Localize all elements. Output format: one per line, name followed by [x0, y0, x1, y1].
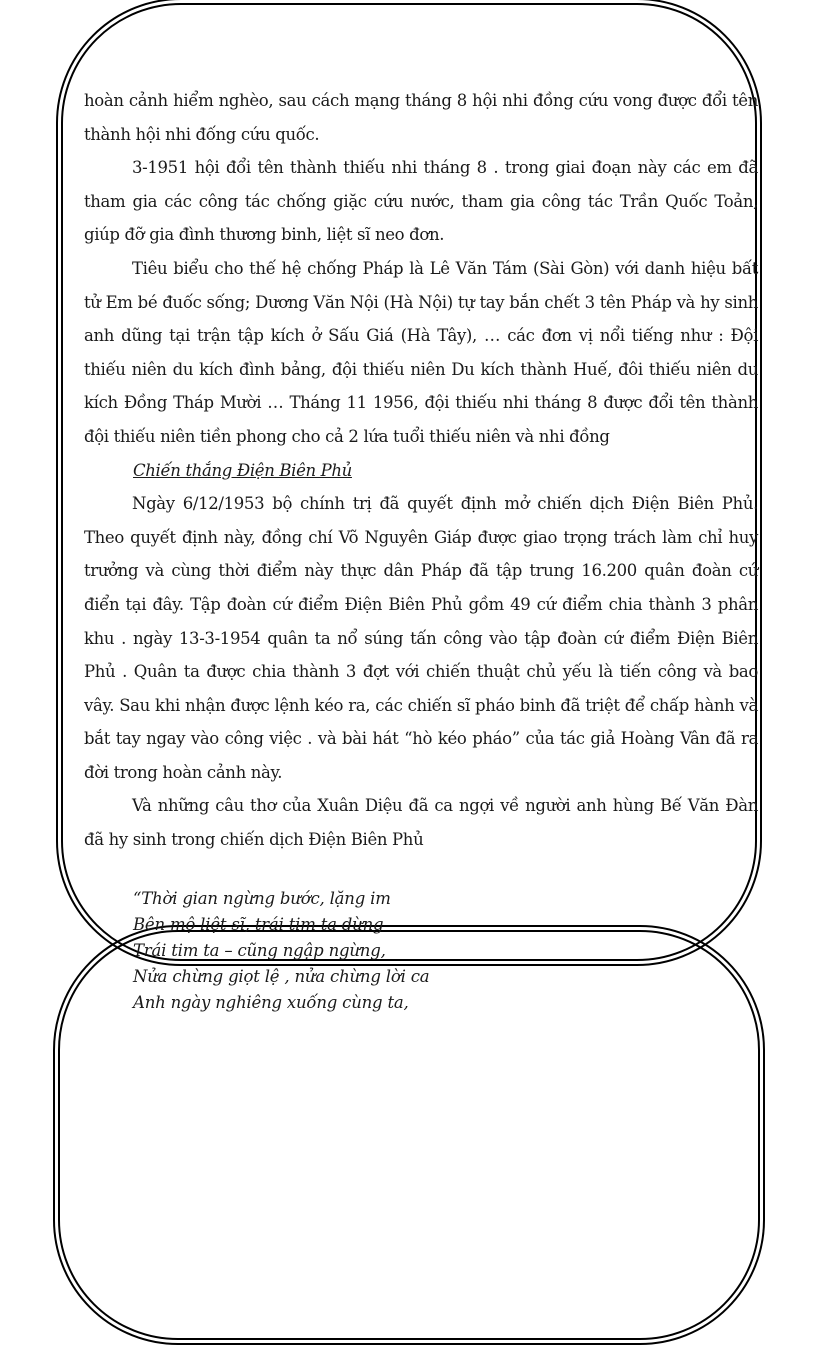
paragraph: hoàn cảnh hiểm nghèo, sau cách mạng tháng 8 hội nhi đồng cứu vong được đổi tên thành hội nhi đống cứu quốc. [84, 91, 758, 144]
poem-line: Anh ngày nghiêng xuống cùng ta, [133, 993, 409, 1012]
poem-block [133, 886, 429, 1016]
poem-line: “Thời gian ngừng bước, lặng im [133, 889, 391, 908]
paragraph: 3-1951 hội đổi tên thành thiếu nhi tháng 8 . trong giai đoạn này các em đã tham gia các công tác chống giặc cứu nước, tham gia công tác Trần Quốc Toản, giúp đỡ gia đình thương binh, liệt sĩ neo đơn. [84, 158, 758, 245]
document-body [84, 84, 758, 857]
paragraph: Và những câu thơ của Xuân Diệu đã ca ngợi về người anh hùng Bế Văn Đàn đã hy sinh trong chiến dịch Điện Biên Phủ [84, 796, 758, 850]
poem-line: Trái tim ta – cũng ngập ngừng, [133, 941, 386, 960]
paragraph: Ngày 6/12/1953 bộ chính trị đã quyết định mở chiến dịch Điện Biên Phủ. Theo quyết định này, đồng chí Võ Nguyên Giáp được giao trọng trách làm chỉ huy trưởng và cùng thời điểm này thực dân Pháp đã tập trung 16.200 quân đoàn cứ điển tại đây. Tập đoàn cứ điểm Điện Biên Phủ gồm 49 cứ điểm chia thành 3 phân khu . ngày 13-3-1954 quân ta nổ súng tấn công vào tập đoàn cứ điểm Điện Biên Phủ . Quân ta được chia thành 3 đợt với chiến thuật chủ yếu là tiến công và bao vây. Sau khi nhận được lệnh kéo ra, các chiến sĩ pháo binh đã triệt để chấp hành và bắt tay ngay vào công việc . và bài hát “hò kéo pháo” của tác giả Hoàng Vân đã ra đời trong hoàn cảnh này. [84, 494, 758, 782]
paragraph: Tiêu biểu cho thế hệ chống Pháp là Lê Văn Tám (Sài Gòn) với danh hiệu bất tử Em bé đuốc sống; Dương Văn Nội (Hà Nội) tự tay bắn chết 3 tên Pháp và hy sinh anh dũng tại trận tập kích ở Sấu Giá (Hà Tây), … các đơn vị nổi tiếng như : Đội thiếu niên du kích đình bảng, đội thiếu niên Du kích thành Huế, đôi thiếu niên du kích Đồng Tháp Mười … Tháng 11 1956, đội thiếu nhi tháng 8 được đổi tên thành đội thiếu niên tiền phong cho cả 2 lứa tuổi thiếu niên và nhi đồng [84, 258, 758, 446]
poem-line: Bên mộ liệt sĩ, trái tim ta dừng [133, 915, 384, 934]
poem-line: Nửa chừng giọt lệ , nửa chừng lời ca [133, 967, 430, 986]
section-heading: Chiến thắng Điện Biên Phủ [133, 460, 352, 480]
